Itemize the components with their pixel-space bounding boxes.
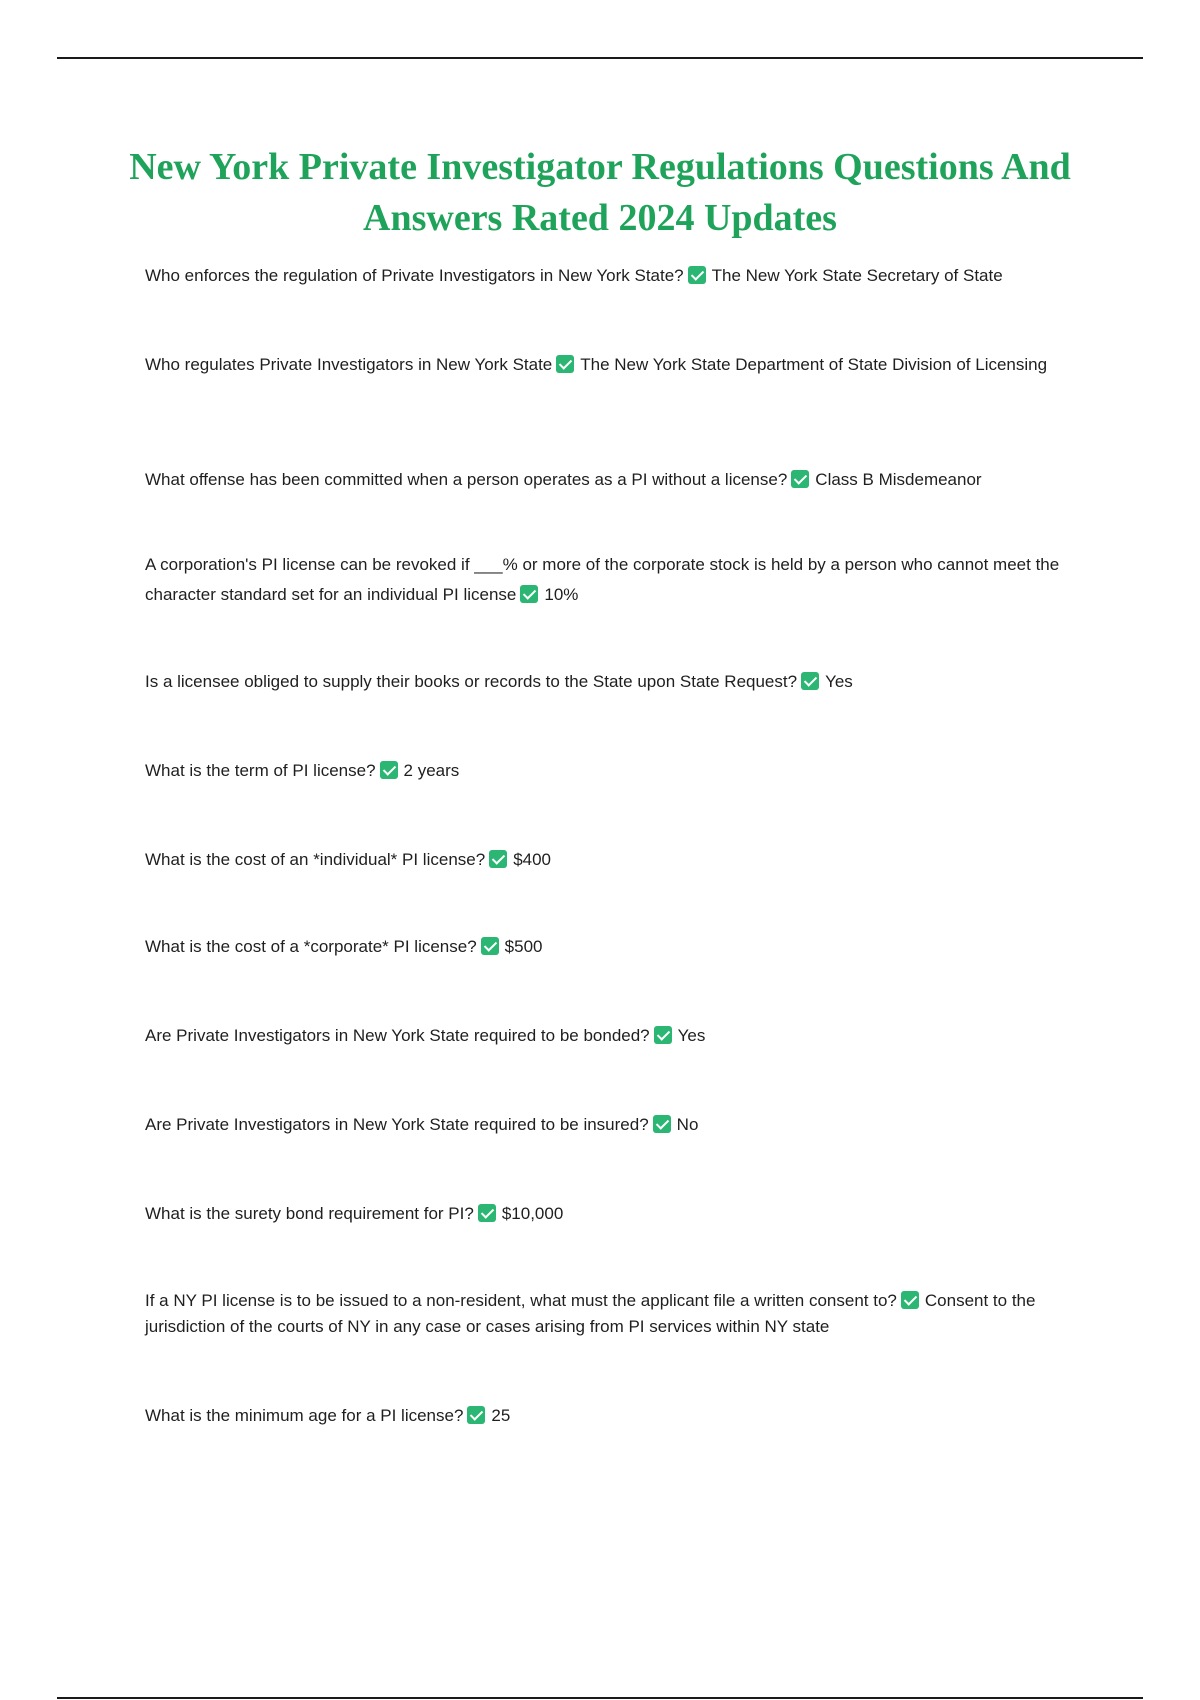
answer-text: 10% xyxy=(544,585,579,604)
answer-text: 25 xyxy=(491,1406,511,1425)
check-mark-icon xyxy=(481,937,499,955)
qa-item-7 xyxy=(145,847,1095,873)
qa-item-12 xyxy=(145,1288,1095,1340)
check-mark-icon xyxy=(654,1026,672,1044)
question-text: What is the surety bond requirement for PI? xyxy=(145,1204,474,1223)
qa-item-13 xyxy=(145,1403,1095,1429)
qa-item-3 xyxy=(145,467,1095,493)
question-text: Who enforces the regulation of Private Investigators in New York State? xyxy=(145,266,684,285)
check-mark-icon xyxy=(556,355,574,373)
check-mark-icon xyxy=(489,850,507,868)
answer-text: Yes xyxy=(825,672,853,691)
check-mark-icon xyxy=(901,1291,919,1309)
qa-item-6 xyxy=(145,758,1095,784)
question-text: A corporation's PI license can be revoked if ___% or more of the corporate stock is held by a person who cannot meet the character standard set for an individual PI license xyxy=(145,555,1060,604)
qa-item-8 xyxy=(145,934,1095,960)
question-text: What offense has been committed when a person operates as a PI without a license? xyxy=(145,470,788,489)
qa-item-11 xyxy=(145,1201,1095,1227)
question-text: What is the cost of a *corporate* PI license? xyxy=(145,937,477,956)
answer-text: $400 xyxy=(513,850,552,869)
question-text: Are Private Investigators in New York State required to be bonded? xyxy=(145,1026,650,1045)
check-mark-icon xyxy=(467,1406,485,1424)
question-text: What is the cost of an *individual* PI license? xyxy=(145,850,486,869)
question-text: Are Private Investigators in New York State required to be insured? xyxy=(145,1115,649,1134)
check-mark-icon xyxy=(520,585,538,603)
qa-item-5 xyxy=(145,669,1095,695)
question-text: What is the term of PI license? xyxy=(145,761,376,780)
question-text: Is a licensee obliged to supply their books or records to the State upon State Request? xyxy=(145,672,798,691)
bottom-divider xyxy=(57,1697,1143,1699)
qa-item-2 xyxy=(145,352,1095,378)
answer-text: Yes xyxy=(677,1026,706,1045)
answer-text: No xyxy=(676,1115,699,1134)
top-divider xyxy=(57,57,1143,59)
check-mark-icon xyxy=(478,1204,496,1222)
answer-text: Consent to the jurisdiction of the courts of NY in any case or cases arising from PI services within NY state xyxy=(145,1291,1036,1336)
question-text: Who regulates Private Investigators in New York State xyxy=(145,355,553,374)
qa-item-1 xyxy=(145,263,1095,289)
question-text: If a NY PI license is to be issued to a non-resident, what must the applicant file a written consent to? xyxy=(145,1291,897,1310)
check-mark-icon xyxy=(688,266,706,284)
check-mark-icon xyxy=(380,761,398,779)
check-mark-icon xyxy=(801,672,819,690)
check-mark-icon xyxy=(791,470,809,488)
answer-text: Class B Misdemeanor xyxy=(815,470,982,489)
question-text: What is the minimum age for a PI license? xyxy=(145,1406,464,1425)
answer-text: $10,000 xyxy=(501,1204,564,1223)
answer-text: The New York State Secretary of State xyxy=(711,266,1003,285)
answer-text: The New York State Department of State Division of Licensing xyxy=(580,355,1048,374)
qa-item-4 xyxy=(145,550,1095,610)
document-title: New York Private Investigator Regulations Questions And Answers Rated 2024 Updates xyxy=(129,146,1071,239)
check-mark-icon xyxy=(653,1115,671,1133)
qa-item-10 xyxy=(145,1112,1095,1138)
qa-item-9 xyxy=(145,1023,1095,1049)
answer-text: 2 years xyxy=(403,761,460,780)
answer-text: $500 xyxy=(504,937,543,956)
